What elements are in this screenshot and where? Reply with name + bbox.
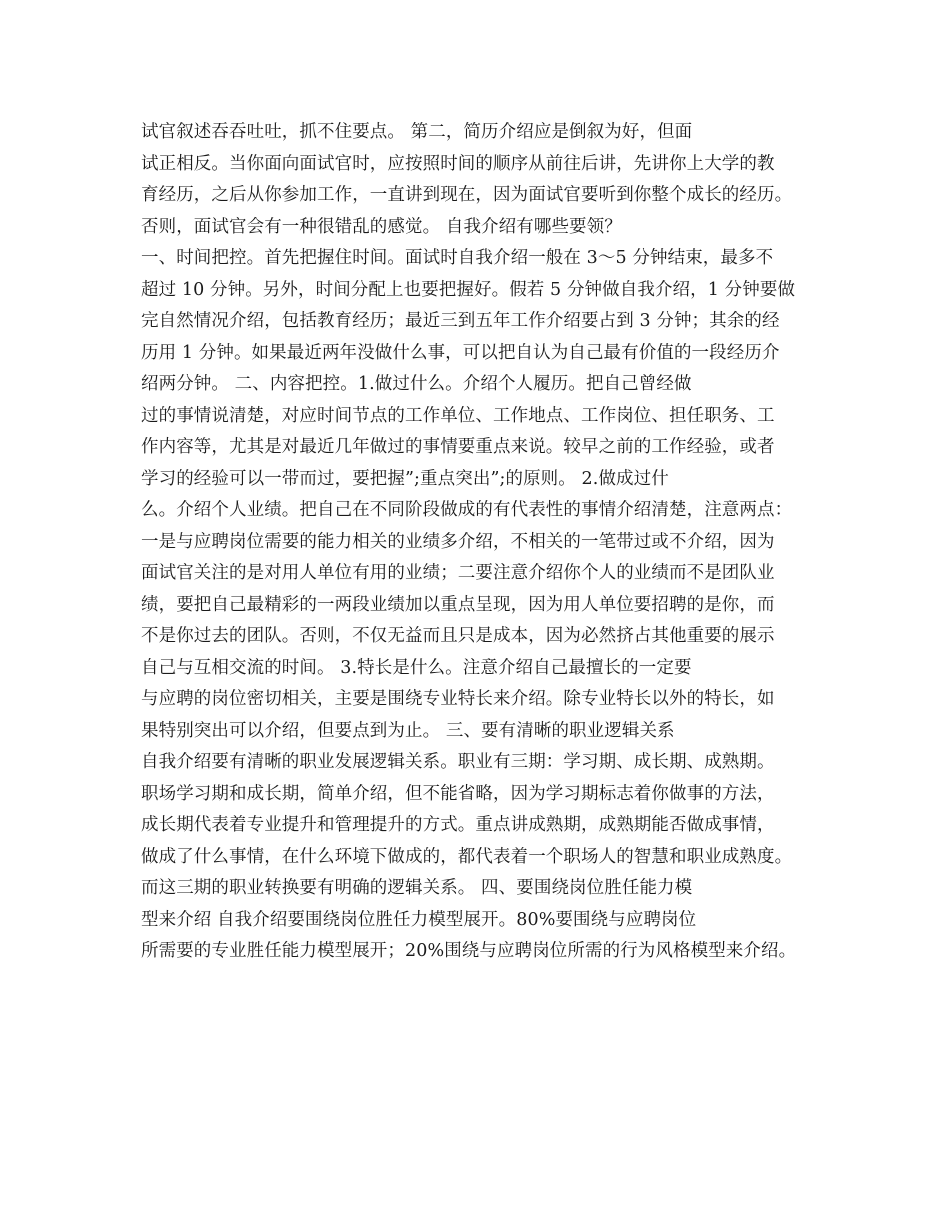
text-line: 试官叙述吞吞吐吐，抓不住要点。 第二，简历介绍应是倒叙为好，但面 xyxy=(141,122,693,142)
text-line: 一、时间把控。首先把握住时间。面试时自我介绍一般在 3～5 分钟结束，最多不 xyxy=(141,248,774,268)
text-line: 试正相反。当你面向面试官时，应按照时间的顺序从前往后讲，先讲你上大学的教 xyxy=(141,153,775,174)
text-line: 否则，面试官会有一种很错乱的感觉。 自我介绍有哪些要领？ xyxy=(141,216,622,237)
text-line: 面试官关注的是对用人单位有用的业绩；二要注意介绍你个人的业绩而不是团队业 xyxy=(141,563,775,583)
text-line: 果特别突出可以介绍，但要点到为止。 三、要有清晰的职业逻辑关系 xyxy=(141,720,675,741)
text-line: 与应聘的岗位密切相关，主要是围绕专业特长来介绍。除专业特长以外的特长，如 xyxy=(141,689,775,709)
text-line: 做成了什么事情，在什么环境下做成的，都代表着一个职场人的智慧和职业成熟度。 xyxy=(141,846,793,867)
text-line: 学习的经验可以一带而过，要把握”;重点突出”;的原则。 2.做成过什 xyxy=(141,468,669,489)
text-line: 绍两分钟。 二、内容把控。1.做过什么。介绍个人履历。把自己曾经做 xyxy=(141,374,692,394)
text-line: 职场学习期和成长期，简单介绍，但不能省略，因为学习期标志着你做事的方法， xyxy=(141,783,775,804)
text-line: 型来介绍 自我介绍要围绕岗位胜任力模型展开。80%要围绕与应聘岗位 xyxy=(141,909,697,930)
text-line: 育经历，之后从你参加工作，一直讲到现在，因为面试官要听到你整个成长的经历。 xyxy=(141,185,793,205)
text-line: 而这三期的职业转换要有明确的逻辑关系。 四、要围绕岗位胜任能力模 xyxy=(141,878,693,898)
text-line: 自我介绍要有清晰的职业发展逻辑关系。职业有三期：学习期、成长期、成熟期。 xyxy=(141,752,775,772)
text-line: 超过 10 分钟。另外，时间分配上也要把握好。假若 5 分钟做自我介绍，1 分钟要做 xyxy=(141,279,796,300)
text-line: 一是与应聘岗位需要的能力相关的业绩多介绍，不相关的一笔带过或不介绍，因为 xyxy=(141,531,775,552)
text-line: 不是你过去的团队。否则，不仅无益而且只是成本，因为必然挤占其他重要的展示 xyxy=(141,626,775,646)
text-line: 成长期代表着专业提升和管理提升的方式。重点讲成熟期，成熟期能否做成事情， xyxy=(141,815,775,835)
text-line: 完自然情况介绍，包括教育经历；最近三到五年工作介绍要占到 3 分钟；其余的经 xyxy=(141,311,780,331)
text-line: 所需要的专业胜任能力模型展开；20%围绕与应聘岗位所需的行为风格模型来介绍。 xyxy=(141,941,797,961)
body-text xyxy=(141,117,831,968)
text-line: 么。介绍个人业绩。把自己在不同阶段做成的有代表性的事情介绍清楚，注意两点： xyxy=(141,500,793,520)
text-line: 作内容等，尤其是对最近几年做过的事情要重点来说。较早之前的工作经验，或者 xyxy=(141,437,775,457)
text-line: 绩，要把自己最精彩的一两段业绩加以重点呈现，因为用人单位要招聘的是你，而 xyxy=(141,594,775,615)
text-line: 历用 1 分钟。如果最近两年没做什么事，可以把自认为自己最有价值的一段经历介 xyxy=(141,342,780,363)
text-line: 自己与互相交流的时间。 3.特长是什么。注意介绍自己最擅长的一定要 xyxy=(141,657,692,678)
text-line: 过的事情说清楚，对应时间节点的工作单位、工作地点、工作岗位、担任职务、工 xyxy=(141,405,775,426)
